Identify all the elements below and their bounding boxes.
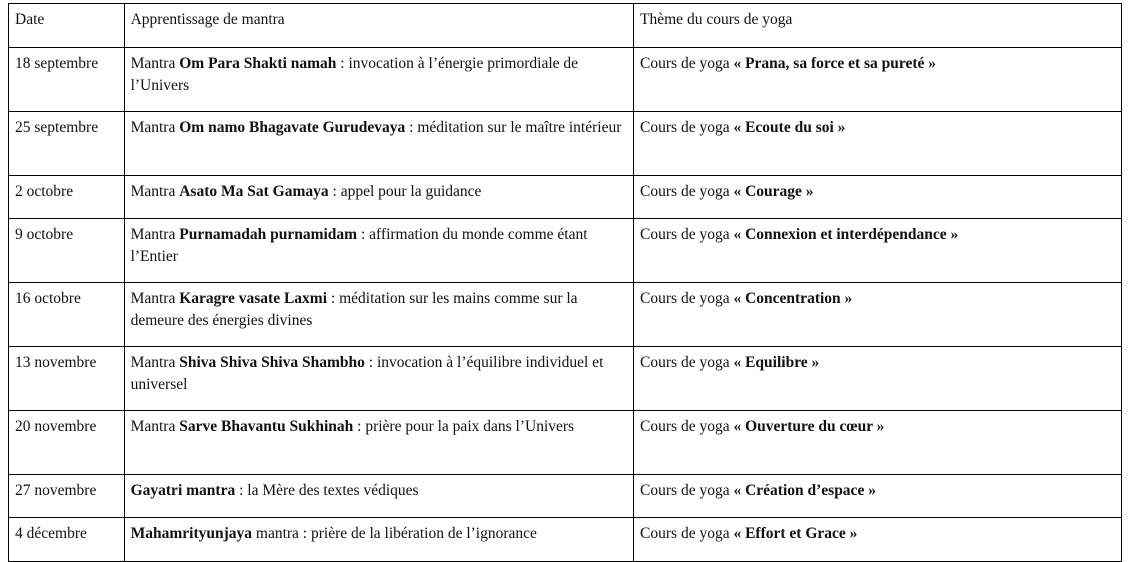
mantra-cell — [124, 283, 633, 347]
date-cell: 27 novembre — [9, 475, 125, 518]
table-row — [9, 176, 1122, 219]
table-row — [9, 518, 1122, 562]
mantra-name: Om Para Shakti namah — [179, 55, 337, 72]
mantra-name: Purnamadah purnamidam — [179, 226, 358, 243]
theme-prefix: Cours de yoga — [640, 183, 734, 200]
theme-prefix: Cours de yoga — [640, 418, 734, 435]
table-row — [9, 411, 1122, 475]
theme-cell — [634, 48, 1122, 112]
mantra-name: Asato Ma Sat Gamaya — [179, 183, 329, 200]
mantra-prefix: Mantra — [130, 290, 180, 307]
date-cell: 2 octobre — [9, 176, 125, 219]
header-mantra: Apprentissage de mantra — [124, 4, 633, 48]
theme-cell — [634, 411, 1122, 475]
mantra-description: : la Mère des textes védiques — [235, 482, 419, 499]
mantra-cell — [124, 411, 633, 475]
mantra-description: : invocation à l’énergie primordiale de l’Univers — [130, 55, 579, 94]
mantra-prefix: Mantra — [130, 354, 180, 371]
date-cell: 25 septembre — [9, 112, 125, 176]
header-date: Date — [9, 4, 125, 48]
date-cell: 16 octobre — [9, 283, 125, 347]
mantra-prefix: Mantra — [130, 55, 180, 72]
theme-prefix: Cours de yoga — [640, 226, 734, 243]
theme-title: « Effort et Grace » — [733, 525, 858, 542]
mantra-schedule-table — [8, 3, 1122, 562]
theme-title: « Concentration » — [733, 290, 853, 307]
mantra-cell — [124, 347, 633, 411]
mantra-cell — [124, 475, 633, 518]
mantra-description: : prière pour la paix dans l’Univers — [353, 418, 575, 435]
table-header-row — [9, 4, 1122, 48]
theme-prefix: Cours de yoga — [640, 482, 734, 499]
theme-cell — [634, 283, 1122, 347]
mantra-prefix: Mantra — [130, 119, 180, 136]
theme-prefix: Cours de yoga — [640, 525, 734, 542]
mantra-cell — [124, 112, 633, 176]
mantra-description: : méditation sur le maître intérieur — [405, 119, 622, 136]
mantra-name: Shiva Shiva Shiva Shambho — [179, 354, 365, 371]
theme-cell — [634, 219, 1122, 283]
mantra-cell — [124, 518, 633, 562]
table-row — [9, 475, 1122, 518]
mantra-prefix: Mantra — [130, 226, 180, 243]
mantra-name: Sarve Bhavantu Sukhinah — [179, 418, 354, 435]
theme-prefix: Cours de yoga — [640, 119, 734, 136]
theme-title: « Ouverture du cœur » — [733, 418, 885, 435]
mantra-cell — [124, 219, 633, 283]
theme-prefix: Cours de yoga — [640, 354, 734, 371]
mantra-description: mantra : prière de la libération de l’ignorance — [252, 525, 537, 542]
table-row — [9, 48, 1122, 112]
date-cell: 20 novembre — [9, 411, 125, 475]
date-cell: 13 novembre — [9, 347, 125, 411]
theme-title: « Equilibre » — [733, 354, 820, 371]
mantra-description: : méditation sur les mains comme sur la demeure des énergies divines — [130, 290, 578, 329]
date-cell: 9 octobre — [9, 219, 125, 283]
table-row — [9, 347, 1122, 411]
theme-prefix: Cours de yoga — [640, 290, 734, 307]
table-row — [9, 112, 1122, 176]
table-row — [9, 283, 1122, 347]
theme-title: « Connexion et interdépendance » — [733, 226, 959, 243]
theme-cell — [634, 347, 1122, 411]
mantra-description: : appel pour la guidance — [328, 183, 482, 200]
date-cell: 18 septembre — [9, 48, 125, 112]
theme-title: « Ecoute du soi » — [733, 119, 846, 136]
date-cell: 4 décembre — [9, 518, 125, 562]
mantra-description: : invocation à l’équilibre individuel et universel — [130, 354, 604, 393]
theme-cell — [634, 518, 1122, 562]
theme-cell — [634, 176, 1122, 219]
mantra-name: Gayatri mantra — [130, 482, 236, 499]
mantra-name: Om namo Bhagavate Gurudevaya — [179, 119, 406, 136]
mantra-prefix: Mantra — [130, 418, 180, 435]
theme-title: « Prana, sa force et sa pureté » — [733, 55, 937, 72]
mantra-description: : affirmation du monde comme étant l’Entier — [130, 226, 588, 265]
mantra-cell — [124, 176, 633, 219]
theme-title: « Courage » — [733, 183, 814, 200]
theme-cell — [634, 112, 1122, 176]
theme-title: « Création d’espace » — [733, 482, 876, 499]
mantra-prefix: Mantra — [130, 183, 180, 200]
theme-prefix: Cours de yoga — [640, 55, 734, 72]
mantra-name: Mahamrityunjaya — [130, 525, 253, 542]
header-theme: Thème du cours de yoga — [634, 4, 1122, 48]
table-row — [9, 219, 1122, 283]
mantra-cell — [124, 48, 633, 112]
mantra-name: Karagre vasate Laxmi — [179, 290, 328, 307]
theme-cell — [634, 475, 1122, 518]
